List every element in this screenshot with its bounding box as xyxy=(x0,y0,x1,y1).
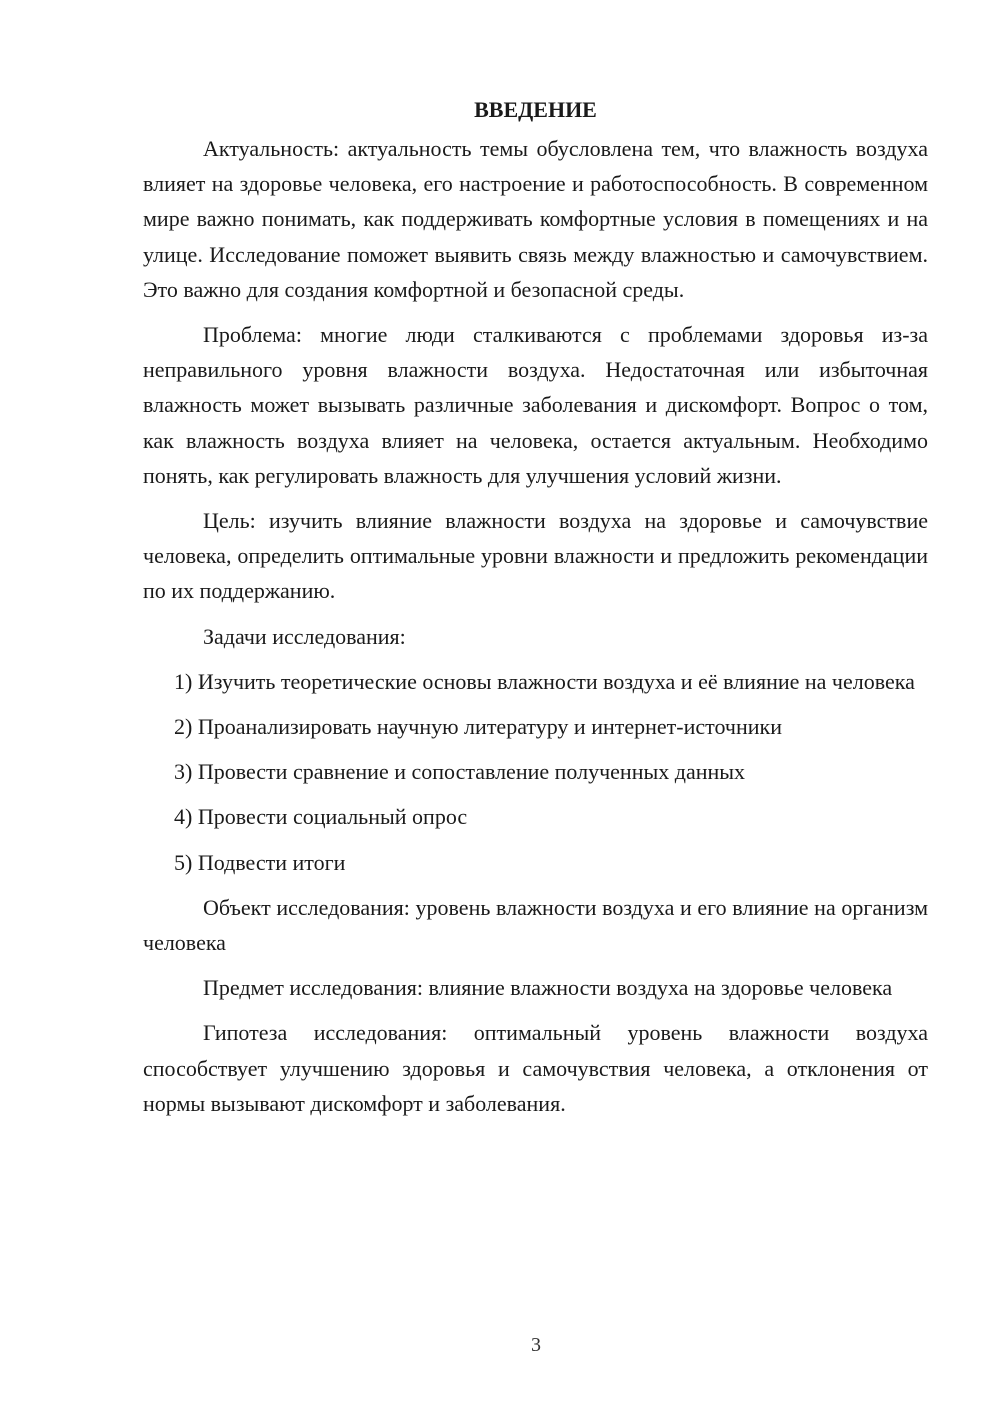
object-paragraph: Объект исследования: уровень влажности воздуха и его влияние на организм человека xyxy=(143,894,928,956)
tasks-title: Задачи исследования: xyxy=(203,623,406,649)
page-number: 3 xyxy=(531,1334,541,1356)
goal-paragraph: Цель: изучить влияние влажности воздуха на здоровье и самочувствие человека, определить оптимальные уровни влажности и предложить рекомендации по их поддержанию. xyxy=(143,508,928,604)
page-content xyxy=(143,92,928,1131)
relevance-paragraph: Актуальность: актуальность темы обусловлена тем, что влажность воздуха влияет на здоровье человека, его настроение и работоспособность. В современном мире важно понимать, как поддерживать комфортные условия в помещениях и на улице. Исследование поможет выявить связь между влажностью и самочувствием. Это важно для создания комфортной и безопасной среды. xyxy=(143,136,928,302)
task-item-2: 2) Проанализировать научную литературу и интернет-источники xyxy=(174,714,782,740)
task-item-1: 1) Изучить теоретические основы влажности воздуха и её влияние на человека xyxy=(174,668,915,694)
section-heading: ВВЕДЕНИЕ xyxy=(474,97,597,122)
tasks-list xyxy=(143,664,928,880)
task-item-5: 5) Подвести итоги xyxy=(174,849,346,875)
task-item-4: 4) Провести социальный опрос xyxy=(174,804,468,830)
hypothesis-paragraph: Гипотеза исследования: оптимальный уровень влажности воздуха способствует улучшению здоровья и самочувствия человека, а отклонения от нормы вызывают дискомфорт и заболевания. xyxy=(143,1020,928,1116)
subject-paragraph: Предмет исследования: влияние влажности воздуха на здоровье человека xyxy=(203,975,893,1001)
task-item-3: 3) Провести сравнение и сопоставление полученных данных xyxy=(174,759,746,785)
problem-paragraph: Проблема: многие люди сталкиваются с проблемами здоровья из-за неправильного уровня влажности воздуха. Недостаточная или избыточная влажность может вызывать различные заболевания и дискомфорт. Вопрос о том, как влажность воздуха влияет на человека, остается актуальным. Необходимо понять, как регулировать влажность для улучшения условий жизни. xyxy=(143,322,928,488)
